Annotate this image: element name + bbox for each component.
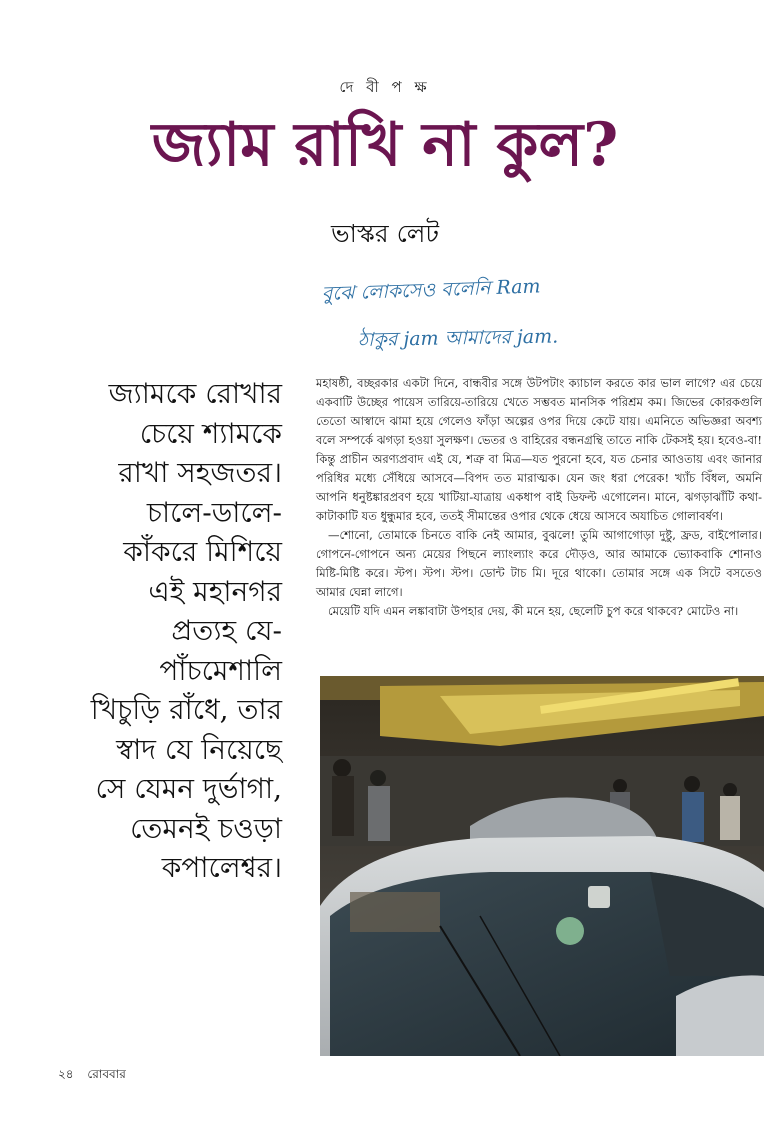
pull-quote [40,374,282,888]
pull-quote-line: কপালেশ্বর। [161,851,282,884]
pull-quote-line: রাখা সহজতর। [118,456,282,489]
section-label: দে বী প ক্ষ [339,78,431,96]
page-footer [58,1066,126,1086]
body-paragraph: মেয়েটি যদি এমন লঙ্কাবাটা উপহার দেয়, কী মনে হয়, ছেলেটি চুপ করে থাকবে? মোটেও না। [328,604,739,618]
page-number: ২৪ [58,1067,74,1081]
pull-quote-line: স্বাদ যে নিয়েছে [116,732,282,766]
article-headline: জ্যাম রাখি না কুল? [151,110,619,180]
pull-quote-line: তেমনই চওড়া [130,811,282,845]
body-paragraph: মহাষষ্ঠী, বচ্ছরকার একটা দিনে, বান্ধবীর সঙ্গে উটপটাং ক্যাচাল করতে কার ভাল লাগে? এর চেয়ে একবাটি উচ্ছের পায়েস তারিয়ে-তারিয়ে খেতে সম্ভবত মানসিক পরিশ্রম কম। জিভের কোরকগুলি তেতো আস্বাদে ঝামা হয়ে গেলেও ফাঁড়া অল্পের ওপর দিয়ে কেটে যায়। এমনিতে অভিজ্ঞরা অবশ্য বলে সম্পর্কে ঝগড়া হওয়া সুলক্ষণ। ভেতর ও বাহিরের বন্ধনগ্রন্থি তাতে নাকি টেকসই হয়। হবেও-বা! কিন্তু প্রাচীন অরণ্যপ্রবাদ এই যে, শত্রু বা মিত্র—যত পুরনো হবে, যত চেনার আওতায় এবং জানার পরিধির মধ্যে সেঁধিয়ে আসবে—বিপদ তত মারাত্মক। যেন জং ধরা পেরেক! খ্যাঁচ বিঁধল, অমনি আপনি ধনুষ্টঙ্কারপ্রবণ হয়ে খাটিয়া-যাত্রায় একধাপ বাই ডিফল্ট এগোলেন। মানে, ঝগড়াঝাঁটি কথা-কাটাকাটি যত ধুন্ধুমার হবে, ততই সীমান্তের ওপার থেকে ধেয়ে আসবে অযাচিত গোলাবর্ষণ। [316,376,762,523]
handwritten-line-2: ঠাকুর jam আমাদের jam. [357,325,559,351]
publication-name: রোববার [87,1067,126,1081]
photo-illustration [320,676,764,1056]
traffic-jam-photo [320,676,764,1056]
handwritten-note-svg [318,268,618,358]
pull-quote-line: চালে-ডালে- [146,495,282,529]
pull-quote-line: চেয়ে শ্যামকে [139,416,282,450]
handwritten-note [318,268,618,358]
pull-quote-line: কাঁকরে মিশিয়ে [123,535,282,568]
article-body [316,374,762,621]
pull-quote-line: পাঁচমেশালি [159,653,282,687]
pull-quote-line: এই মহানগর [148,574,282,608]
author-byline: ভাস্কর লেট [331,219,439,248]
pull-quote-line: প্রত্যহ যে- [171,614,282,647]
body-paragraph: —শোনো, তোমাকে চিনতে বাকি নেই আমার, বুঝলে! তুমি আগাগোড়া দুষ্টু, ফ্রড, বাইপোলার। গোপনে-গোপনে অন্য মেয়ের পিছনে ল্যাংল্যাং করে দৌড়ও, আর আমাকে ভ্যোকবাকি শোনাও মিষ্টি-মিষ্টি করে। স্টপ। স্টপ। স্টপ। ডোন্ট টাচ মি। দূরে থাকো। তোমার সঙ্গে এক সিটে বসতেও আমার ঘেন্না লাগে। [316,528,762,599]
handwritten-line-1: বুঝে লোকসেও বলেনি Ram [321,275,541,305]
pull-quote-line: খিচুড়ি রাঁধে, তার [90,693,282,726]
pull-quote-line: সে যেমন দুর্ভাগা, [95,772,282,805]
pull-quote-line: জ্যামকে রোখার [108,377,282,410]
